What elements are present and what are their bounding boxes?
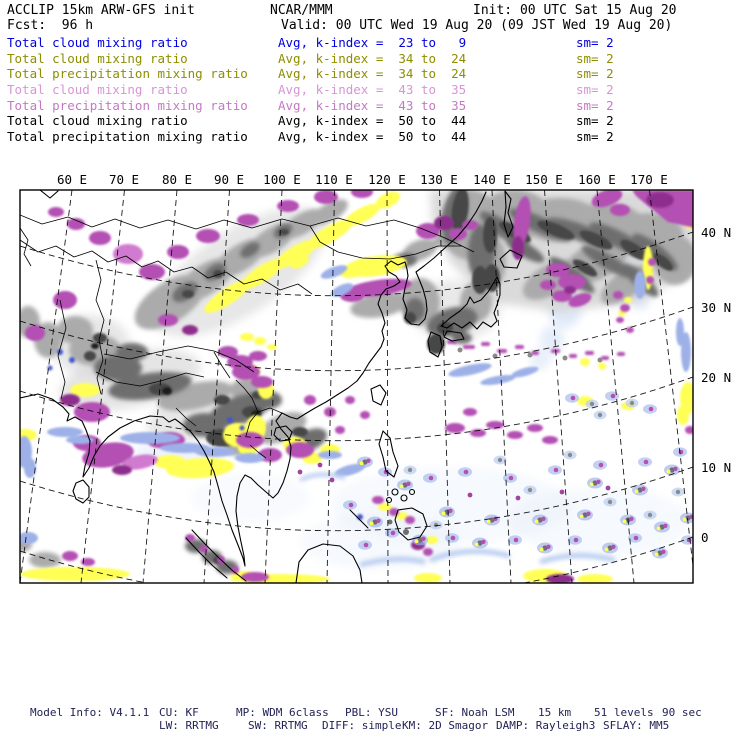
footer-km: KM: 2D Smagor xyxy=(402,719,489,732)
lat-tick-30n: 30 N xyxy=(701,300,732,315)
lon-tick-170e: 170 E xyxy=(630,172,668,187)
footer-sflay: SFLAY: MM5 xyxy=(603,719,670,732)
footer-lw: LW: RRTMG xyxy=(159,719,219,732)
model-title: ACCLIP 15km ARW-GFS init xyxy=(7,3,195,18)
legend-label-1: Total cloud mixing ratio xyxy=(7,35,188,50)
legend-label-2: Total cloud mixing ratio xyxy=(7,51,188,66)
footer-sf: SF: Noah LSM xyxy=(435,706,515,719)
footer-mp: MP: WDM 6class xyxy=(236,706,329,719)
footer-model-info: Model Info: V4.1.1 xyxy=(30,706,150,719)
legend-kindex-6: Avg, k-index = 50 to 44 xyxy=(278,113,467,128)
lon-tick-100e: 100 E xyxy=(263,172,301,187)
footer-diff: DIFF: simple xyxy=(322,719,402,732)
coast-sri-lanka xyxy=(73,480,89,503)
legend-sm-6: sm= 2 xyxy=(576,113,614,128)
footer-damp: DAMP: Rayleigh3 xyxy=(496,719,596,732)
legend-kindex-7: Avg, k-index = 50 to 44 xyxy=(278,129,467,144)
lat-tick-40n: 40 N xyxy=(701,225,732,240)
legend-kindex-5: Avg, k-index = 43 to 35 xyxy=(278,98,467,113)
legend-label-4: Total cloud mixing ratio xyxy=(7,82,188,97)
lat-tick-20n: 20 N xyxy=(701,370,732,385)
legend-kindex-1: Avg, k-index = 23 to 9 xyxy=(278,35,467,50)
legend-sm-7: sm= 2 xyxy=(576,129,614,144)
footer-levels: 51 levels xyxy=(594,706,654,719)
legend-sm-4: sm= 2 xyxy=(576,82,614,97)
lon-tick-110e: 110 E xyxy=(315,172,353,187)
legend-label-7: Total precipitation mixing ratio xyxy=(7,129,248,144)
fcst-hour: Fcst: 96 h xyxy=(7,18,94,33)
lon-tick-90e: 90 E xyxy=(213,172,245,187)
lon-tick-80e: 80 E xyxy=(161,172,193,187)
legend-label-5: Total precipitation mixing ratio xyxy=(7,98,248,113)
lon-tick-160e: 160 E xyxy=(578,172,616,187)
legend-sm-1: sm= 2 xyxy=(576,35,614,50)
legend-label-6: Total cloud mixing ratio xyxy=(7,113,188,128)
lon-tick-60e: 60 E xyxy=(56,172,88,187)
lon-tick-120e: 120 E xyxy=(368,172,406,187)
org-label: NCAR/MMM xyxy=(270,3,333,18)
legend-sm-5: sm= 2 xyxy=(576,98,614,113)
footer-cu: CU: KF xyxy=(159,706,199,719)
lon-tick-130e: 130 E xyxy=(420,172,458,187)
coast-taiwan xyxy=(371,385,386,405)
legend-kindex-4: Avg, k-index = 43 to 35 xyxy=(278,82,467,97)
footer-res: 15 km xyxy=(538,706,572,719)
legend-sm-2: sm= 2 xyxy=(576,51,614,66)
legend-sm-3: sm= 2 xyxy=(576,66,614,81)
legend-kindex-3: Avg, k-index = 34 to 24 xyxy=(278,66,467,81)
lon-tick-140e: 140 E xyxy=(473,172,511,187)
init-time: Init: 00 UTC Sat 15 Aug 20 xyxy=(473,3,677,18)
legend-kindex-2: Avg, k-index = 34 to 24 xyxy=(278,51,467,66)
lat-tick-0: 0 xyxy=(701,530,709,545)
footer-sw: SW: RRTMG xyxy=(248,719,308,732)
lon-tick-150e: 150 E xyxy=(525,172,563,187)
footer-pbl: PBL: YSU xyxy=(345,706,398,719)
coast-top-fragment xyxy=(40,190,58,198)
lat-tick-10n: 10 N xyxy=(701,460,732,475)
lon-tick-70e: 70 E xyxy=(108,172,140,187)
legend-label-3: Total precipitation mixing ratio xyxy=(7,66,248,81)
footer-timestep: 90 sec xyxy=(662,706,702,719)
valid-time: Valid: 00 UTC Wed 19 Aug 20 (09 JST Wed 19 Aug 20) xyxy=(281,18,673,33)
